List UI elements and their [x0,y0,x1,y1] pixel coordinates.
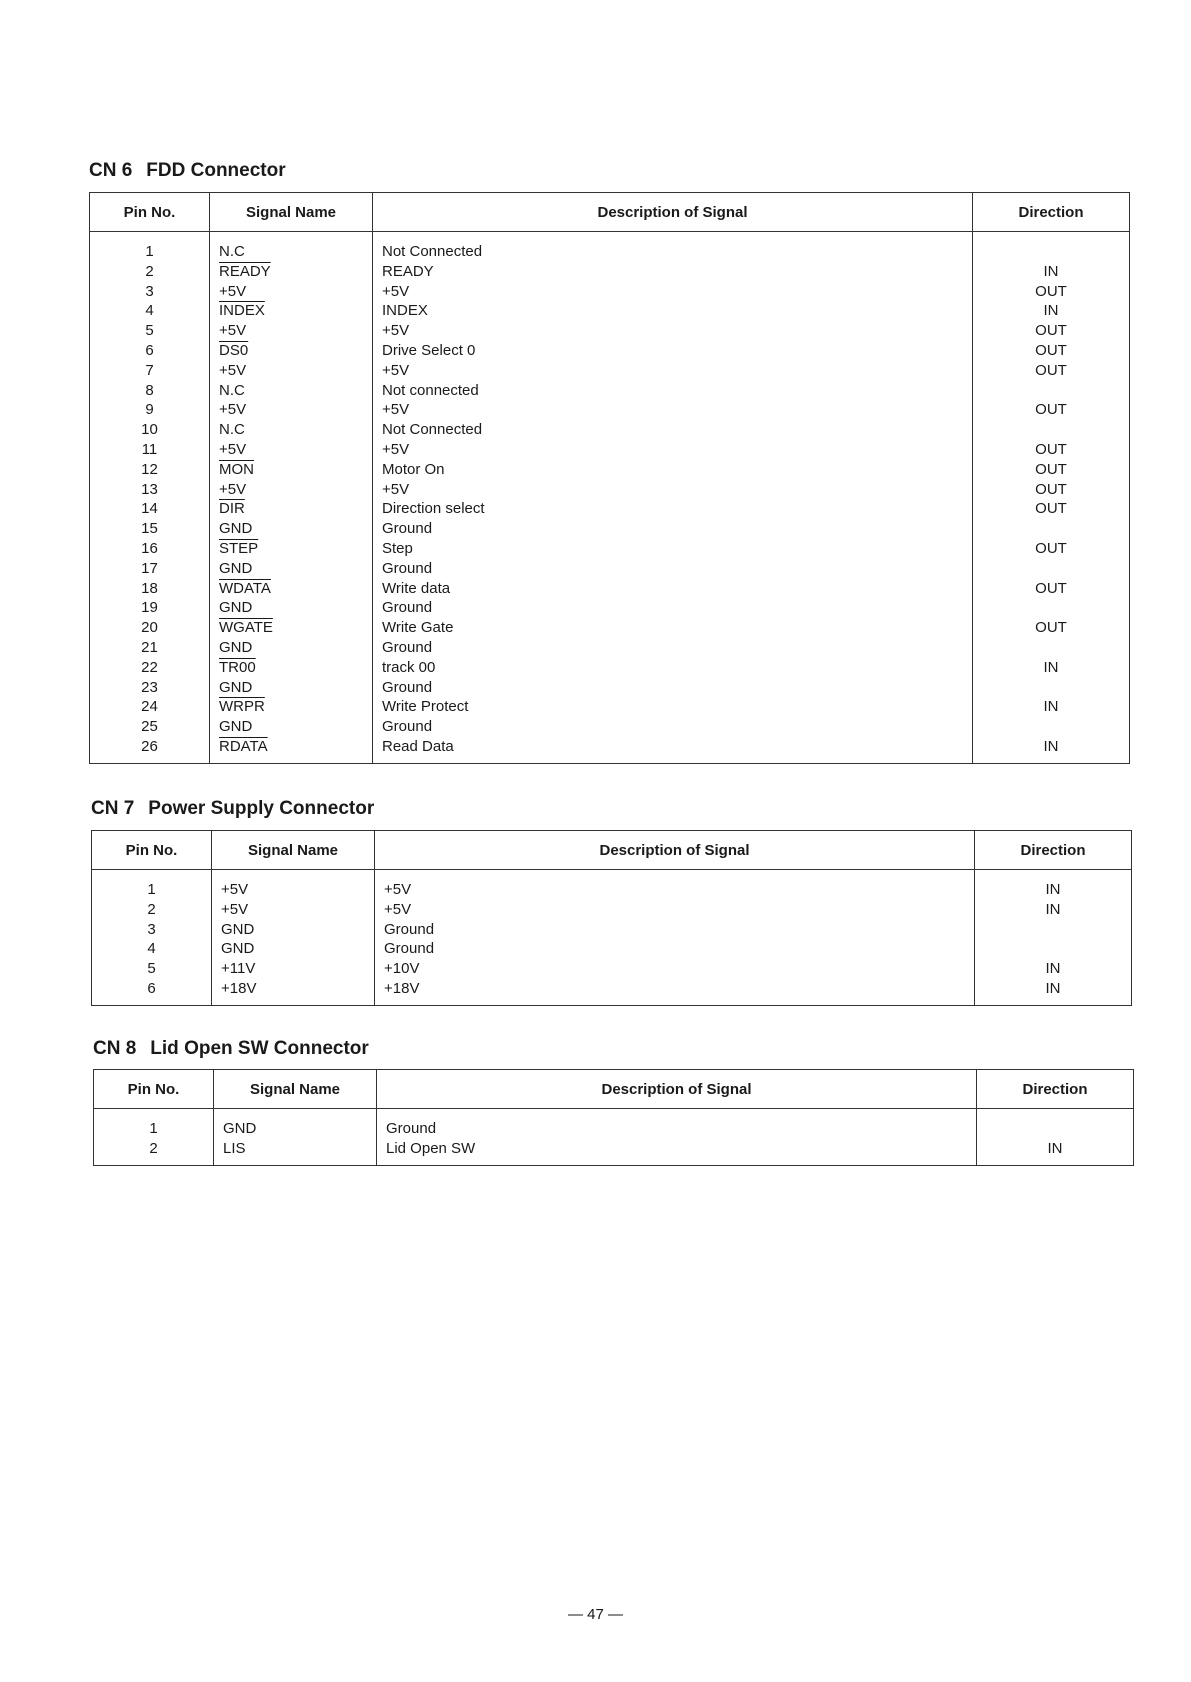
cn7-rows [92,870,1132,1006]
cn6-name: FDD Connector [146,160,286,181]
pin-cell: 2 [94,1139,214,1165]
signal-name-cell: INDEX [210,301,373,321]
page-number: — 47 — [567,1606,624,1623]
signal-name-cell: $\overline{MON}$ [210,460,373,480]
table-row [92,959,1132,979]
description-cell: Write data [373,579,973,599]
signal-name-cell: GND [210,678,373,698]
signal-name-cell: +5V [212,870,375,900]
signal-name-cell: WRPR [210,697,373,717]
direction-cell [973,638,1130,658]
signal-name-cell: GND [214,1109,377,1139]
signal-name-cell: WDATA [210,579,373,599]
description-cell: Ground [375,939,975,959]
direction-cell [973,559,1130,579]
table-row [90,598,1130,618]
description-cell: +5V [373,361,973,381]
pin-cell: 7 [90,361,210,381]
pin-cell: 13 [90,480,210,500]
col-description-header: Description of Signal [375,831,975,870]
table-row [90,262,1130,282]
pin-cell: 6 [90,341,210,361]
pin-cell: 5 [90,321,210,341]
signal-name-cell: READY [210,262,373,282]
pin-cell: 18 [90,579,210,599]
table-header-row [94,1070,1134,1109]
signal-name-cell: +5V [210,440,373,460]
cn7-title [91,798,374,820]
pin-cell: 24 [90,697,210,717]
pin-cell: 16 [90,539,210,559]
signal-name-cell: +18V [212,979,375,1005]
cn7-name: Power Supply Connector [148,798,375,819]
cn7-id: CN 7 [91,798,135,819]
direction-cell: OUT [1035,282,1067,300]
signal-name-cell: +11V [212,959,375,979]
col-direction-header: Direction [973,193,1130,232]
table-row [90,539,1130,559]
direction-cell [977,1109,1134,1139]
pin-cell: 26 [90,737,210,763]
table-row [90,618,1130,638]
direction-cell: OUT [1035,341,1067,359]
cn6-id: CN 6 [89,160,133,181]
description-cell: +10V [375,959,975,979]
table-row [94,1139,1134,1165]
pin-cell: 20 [90,618,210,638]
description-cell: Not connected [373,381,973,401]
cn6-rows [90,232,1130,764]
table-row [90,480,1130,500]
direction-cell: IN [1045,900,1061,918]
table-row [90,321,1130,341]
pin-cell: 3 [90,282,210,302]
direction-cell [973,598,1130,618]
signal-name-cell: GND [212,939,375,959]
signal-name-cell: +5V [210,400,373,420]
direction-cell [973,420,1130,440]
table-row [92,900,1132,920]
table-header-row [92,831,1132,870]
signal-name-cell: WGATE [210,618,373,638]
signal-name-cell: GND [210,717,373,737]
signal-name-cell: DS0 [210,341,373,361]
table-row [90,579,1130,599]
description-cell: +5V [373,480,973,500]
description-cell: READY [373,262,973,282]
description-cell: Ground [373,519,973,539]
pin-cell: 2 [90,262,210,282]
description-cell: +5V [373,321,973,341]
direction-cell: OUT [1035,460,1067,478]
direction-cell: IN [1045,979,1061,997]
description-cell: track 00 [373,658,973,678]
cn8-rows [94,1109,1134,1166]
table-row [90,341,1130,361]
direction-cell: IN [1047,1139,1063,1157]
direction-cell: OUT [1035,539,1067,557]
pin-cell: 10 [90,420,210,440]
signal-name-cell: +5V [210,361,373,381]
cn8-id: CN 8 [93,1038,137,1059]
table-row [90,361,1130,381]
signal-name-cell: GND [210,519,373,539]
direction-cell: IN [1045,881,1061,898]
description-cell: +5V [375,870,975,900]
table-row [92,920,1132,940]
pin-cell: 8 [90,381,210,401]
pin-cell: 1 [92,870,212,900]
direction-cell: IN [1043,302,1059,320]
col-signal-header: Signal Name [212,831,375,870]
table-row [90,717,1130,737]
table-header-row [90,193,1130,232]
signal-name-cell: N.C [210,232,373,262]
table-row [90,678,1130,698]
pin-cell: 11 [90,440,210,460]
table-row [90,420,1130,440]
signal-name-cell: N.C [210,420,373,440]
pin-cell: 21 [90,638,210,658]
pin-cell: 2 [92,900,212,920]
col-description-header: Description of Signal [373,193,973,232]
description-cell: +5V [373,282,973,302]
description-cell: Ground [373,638,973,658]
description-cell: +18V [375,979,975,1005]
signal-name-cell: +5V [210,282,373,302]
pin-cell: 15 [90,519,210,539]
pin-cell: 1 [94,1109,214,1139]
direction-cell: IN [1043,262,1059,280]
table-row [90,381,1130,401]
col-signal-header: Signal Name [214,1070,377,1109]
signal-name-cell: GND [210,598,373,618]
pin-cell: 1 [90,232,210,262]
cn8-table [93,1069,1134,1166]
table-row [94,1109,1134,1139]
pin-cell: 22 [90,658,210,678]
signal-name-cell: GND [212,920,375,940]
direction-cell: OUT [1035,500,1067,518]
cn8-title [93,1038,369,1060]
direction-cell: IN [1043,658,1059,676]
direction-cell: OUT [1035,579,1067,597]
pin-cell: 6 [92,979,212,1005]
description-cell: Ground [373,717,973,737]
direction-cell [973,678,1130,698]
cn6-table [89,192,1130,764]
direction-cell [973,717,1130,737]
cn7-table [91,830,1132,1006]
table-row [90,232,1130,262]
table-row [90,658,1130,678]
description-cell: Ground [373,559,973,579]
direction-cell: OUT [1035,361,1067,379]
pin-cell: 14 [90,499,210,519]
description-cell: Write Protect [373,697,973,717]
table-row [90,519,1130,539]
direction-cell: OUT [1035,440,1067,458]
table-row [92,870,1132,900]
table-row [90,697,1130,717]
col-direction-header: Direction [977,1070,1134,1109]
direction-cell: IN [1043,737,1059,755]
description-cell: Write Gate [373,618,973,638]
col-description-header: Description of Signal [377,1070,977,1109]
direction-cell [973,381,1130,401]
col-pin-header: Pin No. [90,193,210,232]
signal-name-cell: LIS [214,1139,377,1165]
description-cell: Motor On [373,460,973,480]
table-row [90,301,1130,321]
signal-name-cell: GND [210,638,373,658]
signal-name-cell: +5V [210,480,373,500]
table-row [90,440,1130,460]
direction-cell: OUT [1035,619,1067,637]
col-pin-header: Pin No. [92,831,212,870]
table-row [90,400,1130,420]
description-cell: +5V [373,440,973,460]
direction-cell: IN [1043,698,1059,716]
direction-cell [973,519,1130,539]
pin-cell: 17 [90,559,210,579]
description-cell: Ground [375,920,975,940]
direction-cell [975,939,1132,959]
direction-cell: IN [1045,960,1061,978]
pin-cell: 23 [90,678,210,698]
signal-name-cell: TR00 [210,658,373,678]
description-cell: Ground [373,678,973,698]
signal-name-cell: STEP [210,539,373,559]
signal-name-cell: GND [210,559,373,579]
direction-cell [975,920,1132,940]
signal-name-cell: N.C [210,381,373,401]
table-row [92,979,1132,1005]
pin-cell: 12 [90,460,210,480]
description-cell: Not Connected [373,232,973,262]
pin-cell: 4 [92,939,212,959]
description-cell: INDEX [373,301,973,321]
signal-name-cell: RDATA [210,737,373,763]
direction-cell [973,232,1130,262]
pin-cell: 5 [92,959,212,979]
table-row [90,460,1130,480]
description-cell: Direction select [373,499,973,519]
description-cell: Ground [373,598,973,618]
col-direction-header: Direction [975,831,1132,870]
direction-cell: OUT [1035,401,1067,419]
description-cell: +5V [375,900,975,920]
signal-name-cell: $\overline{DIR}$ [210,499,373,519]
signal-name-cell: +5V [212,900,375,920]
description-cell: Drive Select 0 [373,341,973,361]
table-row [90,737,1130,763]
description-cell: Not Connected [373,420,973,440]
pin-cell: 4 [90,301,210,321]
table-row [90,499,1130,519]
description-cell: Ground [377,1109,977,1139]
table-row [90,638,1130,658]
direction-cell: OUT [1035,322,1067,340]
table-row [92,939,1132,959]
description-cell: Step [373,539,973,559]
col-pin-header: Pin No. [94,1070,214,1109]
cn6-title [89,160,286,182]
pin-cell: 25 [90,717,210,737]
signal-name-cell: +5V [210,321,373,341]
pin-cell: 3 [92,920,212,940]
table-row [90,282,1130,302]
pin-cell: 19 [90,598,210,618]
description-cell: +5V [373,400,973,420]
description-cell: Read Data [373,737,973,763]
cn8-name: Lid Open SW Connector [150,1038,369,1059]
pin-cell: 9 [90,400,210,420]
description-cell: Lid Open SW [377,1139,977,1165]
table-row [90,559,1130,579]
col-signal-header: Signal Name [210,193,373,232]
direction-cell: OUT [1035,480,1067,498]
